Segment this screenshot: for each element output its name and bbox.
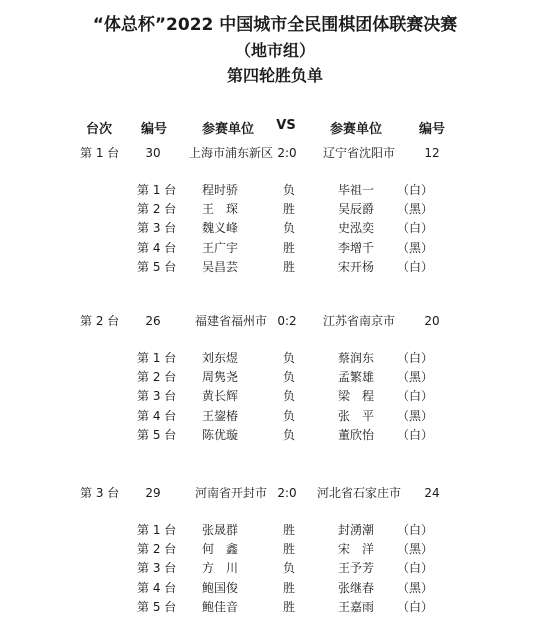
board-player-a: 王 琛 — [201, 202, 239, 216]
match-table: 第 1 台 — [80, 146, 120, 160]
round-heading: 第四轮胜负单 — [226, 66, 323, 85]
board-number: 第 3 台 — [137, 561, 177, 575]
board-player-a: 黄长辉 — [201, 389, 239, 403]
board-player-a: 程时骄 — [201, 183, 239, 197]
board-number: 第 3 台 — [137, 221, 177, 235]
board-color: （黑） — [396, 542, 434, 556]
board-player-a: 方 川 — [201, 561, 239, 575]
match-table: 第 3 台 — [80, 486, 120, 500]
board-player-b: 蔡润东 — [337, 351, 375, 365]
match-number-a: 29 — [145, 486, 161, 500]
board-player-a: 吴昌芸 — [201, 260, 239, 274]
board-color: （黑） — [396, 202, 434, 216]
board-player-a: 魏义峰 — [201, 221, 239, 235]
board-result: 负 — [282, 561, 296, 575]
board-number: 第 2 台 — [137, 542, 177, 556]
board-player-b: 梁 程 — [337, 389, 375, 403]
header-vs: VS — [276, 118, 296, 133]
board-player-a: 鲍国俊 — [201, 581, 239, 595]
board-number: 第 4 台 — [137, 241, 177, 255]
board-result: 胜 — [282, 260, 296, 274]
board-number: 第 3 台 — [137, 389, 177, 403]
board-color: （白） — [396, 351, 434, 365]
board-result: 胜 — [282, 202, 296, 216]
board-number: 第 4 台 — [137, 581, 177, 595]
header-unit-a: 参赛单位 — [201, 122, 255, 137]
match-unit-a: 福建省福州市 — [194, 314, 268, 328]
board-color: （黑） — [396, 581, 434, 595]
board-player-b: 封湧潮 — [337, 523, 375, 537]
board-player-b: 王予芳 — [337, 561, 375, 575]
board-color: （白） — [396, 221, 434, 235]
board-player-b: 宋开杨 — [337, 260, 375, 274]
header-table: 台次 — [85, 122, 113, 137]
board-number: 第 1 台 — [137, 523, 177, 537]
board-player-b: 吴辰爵 — [337, 202, 375, 216]
board-player-a: 王鋆椿 — [201, 409, 239, 423]
board-player-b: 张 平 — [337, 409, 375, 423]
board-result: 负 — [282, 389, 296, 403]
board-player-b: 毕祖一 — [337, 183, 375, 197]
board-color: （黑） — [396, 370, 434, 384]
board-number: 第 1 台 — [137, 351, 177, 365]
match-unit-b: 河北省石家庄市 — [316, 486, 402, 500]
board-number: 第 4 台 — [137, 409, 177, 423]
board-number: 第 1 台 — [137, 183, 177, 197]
board-color: （黑） — [396, 409, 434, 423]
board-player-b: 史泓奕 — [337, 221, 375, 235]
board-player-a: 周隽尧 — [201, 370, 239, 384]
board-player-a: 王广宇 — [201, 241, 239, 255]
board-number: 第 5 台 — [137, 600, 177, 614]
board-player-b: 宋 洋 — [337, 542, 375, 556]
match-unit-b: 辽宁省沈阳市 — [322, 146, 396, 160]
match-score: 2:0 — [277, 486, 297, 500]
board-player-b: 张继春 — [337, 581, 375, 595]
board-color: （黑） — [396, 241, 434, 255]
board-result: 负 — [282, 428, 296, 442]
board-color: （白） — [396, 600, 434, 614]
board-number: 第 5 台 — [137, 428, 177, 442]
board-player-a: 陈优璇 — [201, 428, 239, 442]
board-number: 第 2 台 — [137, 370, 177, 384]
header-number-b: 编号 — [418, 122, 446, 137]
match-unit-a: 河南省开封市 — [194, 486, 268, 500]
board-result: 负 — [282, 183, 296, 197]
board-player-b: 李增千 — [337, 241, 375, 255]
board-result: 胜 — [282, 523, 296, 537]
board-player-a: 鲍佳音 — [201, 600, 239, 614]
board-color: （白） — [396, 260, 434, 274]
board-result: 胜 — [282, 600, 296, 614]
board-player-a: 刘东煜 — [201, 351, 239, 365]
match-number-a: 26 — [145, 314, 161, 328]
document-title: “体总杯”2022 中国城市全民围棋团体联赛决赛 — [92, 15, 458, 35]
match-number-a: 30 — [145, 146, 161, 160]
match-number-b: 12 — [424, 146, 440, 160]
match-unit-a: 上海市浦东新区 — [188, 146, 274, 160]
header-unit-b: 参赛单位 — [329, 122, 383, 137]
board-result: 负 — [282, 221, 296, 235]
board-result: 负 — [282, 351, 296, 365]
board-player-b: 王嘉雨 — [337, 600, 375, 614]
board-result: 胜 — [282, 241, 296, 255]
board-color: （白） — [396, 523, 434, 537]
board-color: （白） — [396, 561, 434, 575]
match-number-b: 20 — [424, 314, 440, 328]
board-color: （白） — [396, 183, 434, 197]
board-result: 负 — [282, 409, 296, 423]
board-player-a: 张晟群 — [201, 523, 239, 537]
board-result: 负 — [282, 370, 296, 384]
header-number-a: 编号 — [140, 122, 168, 137]
match-score: 0:2 — [277, 314, 297, 328]
board-player-b: 董欣怡 — [337, 428, 375, 442]
match-score: 2:0 — [277, 146, 297, 160]
board-player-b: 孟繁雄 — [337, 370, 375, 384]
document-subtitle: （地市组） — [234, 41, 315, 60]
board-number: 第 2 台 — [137, 202, 177, 216]
board-result: 胜 — [282, 581, 296, 595]
match-table: 第 2 台 — [80, 314, 120, 328]
board-result: 胜 — [282, 542, 296, 556]
board-number: 第 5 台 — [137, 260, 177, 274]
board-color: （白） — [396, 389, 434, 403]
board-player-a: 何 鑫 — [201, 542, 239, 556]
board-color: （白） — [396, 428, 434, 442]
match-number-b: 24 — [424, 486, 440, 500]
match-unit-b: 江苏省南京市 — [322, 314, 396, 328]
